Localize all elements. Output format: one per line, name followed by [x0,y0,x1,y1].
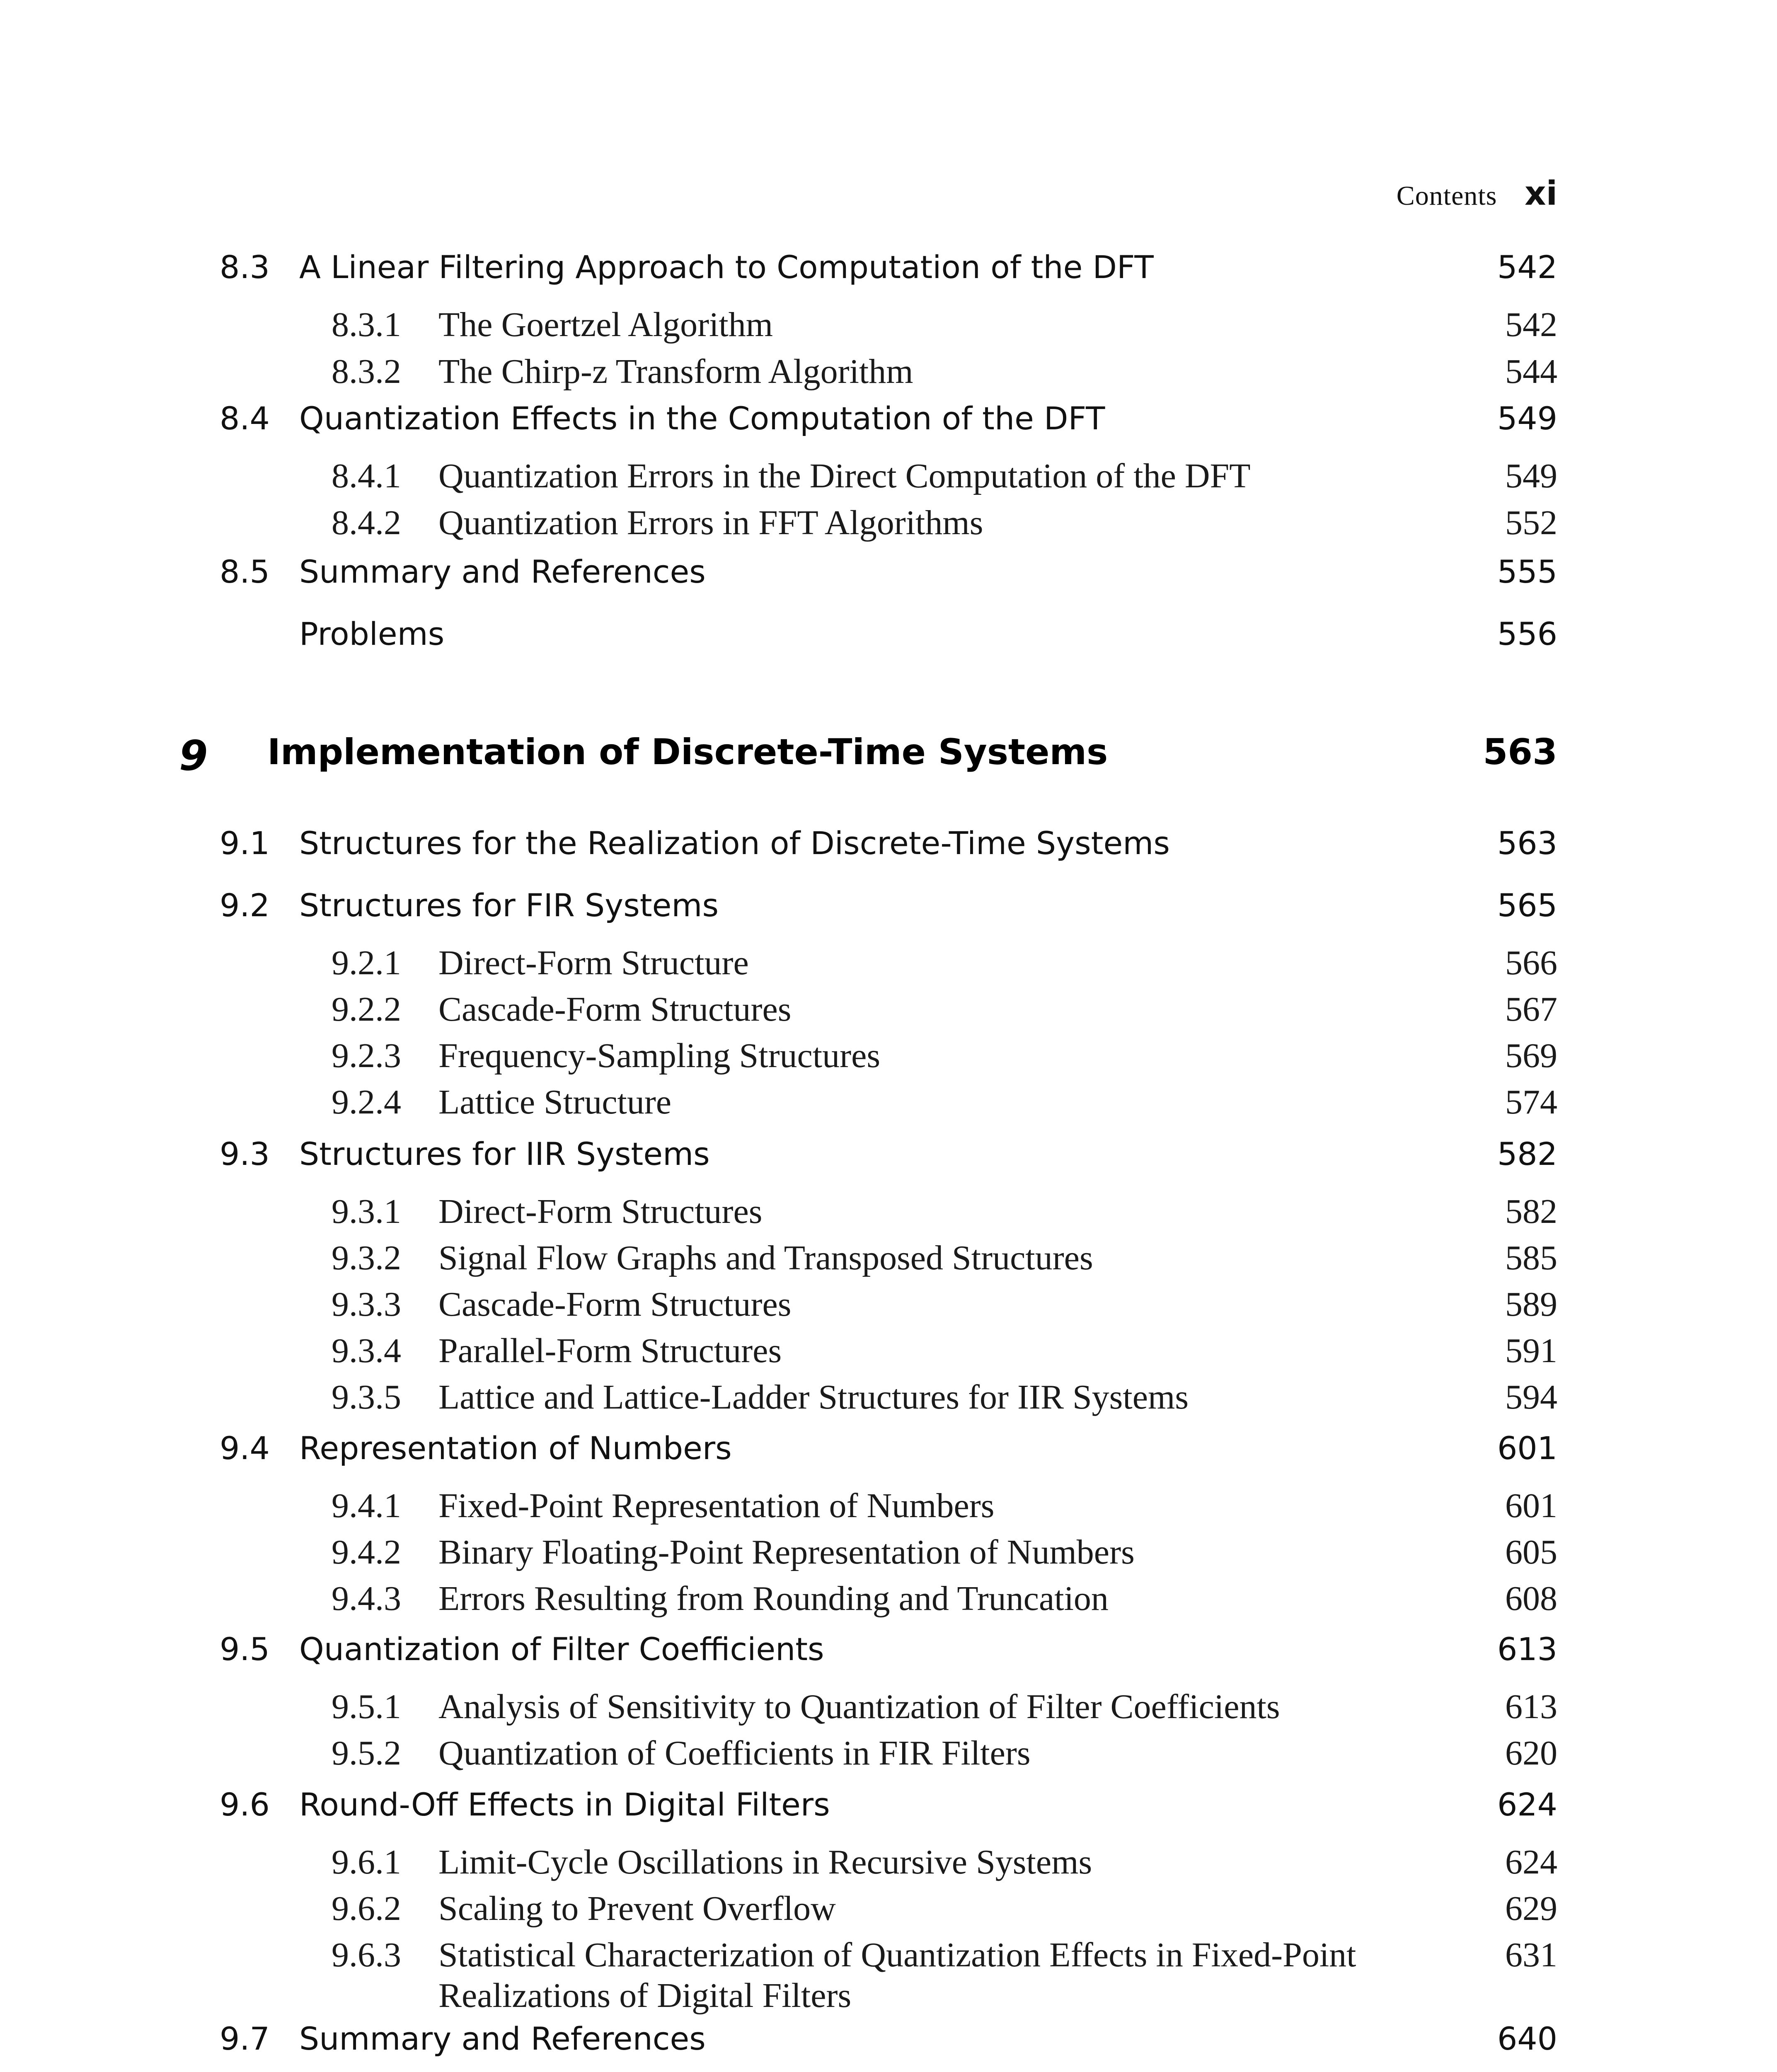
section-title: Summary and References [299,2020,706,2057]
section-title: Round-Off Effects in Digital Filters [299,1786,830,1823]
subsection-page: 608 [1505,1579,1557,1618]
subsection-page: 591 [1505,1331,1557,1370]
subsection-title: Lattice and Lattice-Ladder Structures for IIR Systems [438,1378,1189,1416]
chapter-page: 563 [1483,731,1557,773]
subsection-title: Lattice Structure [438,1083,672,1121]
subsection-page: 574 [1505,1083,1557,1121]
subsection-page: 566 [1505,944,1557,982]
section-title: Structures for the Realization of Discrete-Time Systems [299,825,1170,862]
subsection-number: 9.3.3 [332,1285,401,1324]
problems-page: 556 [1497,615,1557,652]
subsection-title-continued: Realizations of Digital Filters [438,1976,852,2015]
subsection-page: 544 [1505,352,1557,391]
subsection-page: 629 [1505,1889,1557,1928]
subsection-page: 620 [1505,1734,1557,1772]
subsection-number: 9.3.1 [332,1192,401,1231]
subsection-number: 9.6.3 [332,1936,401,1974]
subsection-title: Limit-Cycle Oscillations in Recursive Systems [438,1843,1092,1881]
section-page: 549 [1497,400,1557,437]
section-number: 9.2 [220,887,270,924]
subsection-number: 9.4.3 [332,1579,401,1618]
subsection-number: 9.2.2 [332,990,401,1029]
subsection-number: 9.5.1 [332,1687,401,1726]
section-page: 624 [1497,1786,1557,1823]
section-page: 640 [1497,2020,1557,2057]
section-title: Quantization Effects in the Computation of the DFT [299,400,1105,437]
running-head [1397,174,1557,213]
section-title: Structures for IIR Systems [299,1135,710,1172]
subsection-page: 567 [1505,990,1557,1029]
section-number: 9.4 [220,1430,270,1467]
subsection-page: 601 [1505,1486,1557,1525]
subsection-title: Quantization Errors in FFT Algorithms [438,503,983,542]
subsection-page: 569 [1505,1036,1557,1075]
section-title: Quantization of Filter Coefficients [299,1631,824,1668]
subsection-number: 9.6.2 [332,1889,401,1928]
section-number: 8.3 [220,249,270,286]
subsection-number: 9.4.1 [332,1486,401,1525]
subsection-page: 552 [1505,503,1557,542]
problems-title: Problems [299,615,445,652]
subsection-number: 8.4.1 [332,457,401,495]
subsection-title: Statistical Characterization of Quantization Effects in Fixed-Point [438,1936,1356,1974]
subsection-page: 594 [1505,1378,1557,1416]
subsection-number: 9.3.2 [332,1239,401,1277]
subsection-title: Quantization Errors in the Direct Computation of the DFT [438,457,1251,495]
section-number: 9.6 [220,1786,270,1823]
subsection-title: Quantization of Coefficients in FIR Filters [438,1734,1031,1772]
section-page: 555 [1497,553,1557,590]
subsection-number: 8.3.1 [332,305,401,344]
subsection-page: 585 [1505,1239,1557,1277]
subsection-number: 9.4.2 [332,1533,401,1571]
chapter-number: 9 [179,731,208,780]
subsection-title: Signal Flow Graphs and Transposed Structures [438,1239,1093,1277]
chapter-title: Implementation of Discrete-Time Systems [267,731,1108,773]
section-title: Summary and References [299,553,706,590]
subsection-number: 9.2.4 [332,1083,401,1121]
section-title: Structures for FIR Systems [299,887,719,924]
subsection-number: 8.4.2 [332,503,401,542]
section-page: 542 [1497,249,1557,286]
subsection-title: Parallel-Form Structures [438,1331,782,1370]
section-page: 565 [1497,887,1557,924]
section-number: 9.3 [220,1135,270,1172]
section-number: 9.7 [220,2020,270,2057]
section-number: 8.5 [220,553,270,590]
subsection-number: 9.2.3 [332,1036,401,1075]
subsection-title: The Chirp-z Transform Algorithm [438,352,913,391]
subsection-page: 549 [1505,457,1557,495]
running-head-label: Contents [1396,181,1497,211]
subsection-title: The Goertzel Algorithm [438,305,773,344]
subsection-page: 624 [1505,1843,1557,1881]
subsection-number: 9.6.1 [332,1843,401,1881]
subsection-title: Frequency-Sampling Structures [438,1036,881,1075]
section-page: 563 [1497,825,1557,862]
subsection-title: Direct-Form Structures [438,1192,763,1231]
subsection-title: Cascade-Form Structures [438,990,792,1029]
section-number: 8.4 [220,400,270,437]
subsection-number: 9.2.1 [332,944,401,982]
subsection-page: 582 [1505,1192,1557,1231]
subsection-page: 605 [1505,1533,1557,1571]
section-number: 9.1 [220,825,270,862]
subsection-title: Cascade-Form Structures [438,1285,792,1324]
section-page: 582 [1497,1135,1557,1172]
subsection-page: 589 [1505,1285,1557,1324]
subsection-title: Analysis of Sensitivity to Quantization of Filter Coefficients [438,1687,1280,1726]
running-head-page-number: xi [1524,174,1557,213]
subsection-title: Errors Resulting from Rounding and Truncation [438,1579,1109,1618]
subsection-page: 631 [1505,1936,1557,1974]
section-number: 9.5 [220,1631,270,1668]
section-title: Representation of Numbers [299,1430,732,1467]
subsection-number: 9.3.4 [332,1331,401,1370]
subsection-title: Fixed-Point Representation of Numbers [438,1486,995,1525]
subsection-number: 9.5.2 [332,1734,401,1772]
subsection-number: 9.3.5 [332,1378,401,1416]
subsection-page: 542 [1505,305,1557,344]
subsection-title: Binary Floating-Point Representation of Numbers [438,1533,1135,1571]
subsection-title: Scaling to Prevent Overflow [438,1889,836,1928]
section-page: 601 [1497,1430,1557,1467]
subsection-page: 613 [1505,1687,1557,1726]
section-page: 613 [1497,1631,1557,1668]
subsection-title: Direct-Form Structure [438,944,749,982]
subsection-number: 8.3.2 [332,352,401,391]
section-title: A Linear Filtering Approach to Computation of the DFT [299,249,1154,286]
